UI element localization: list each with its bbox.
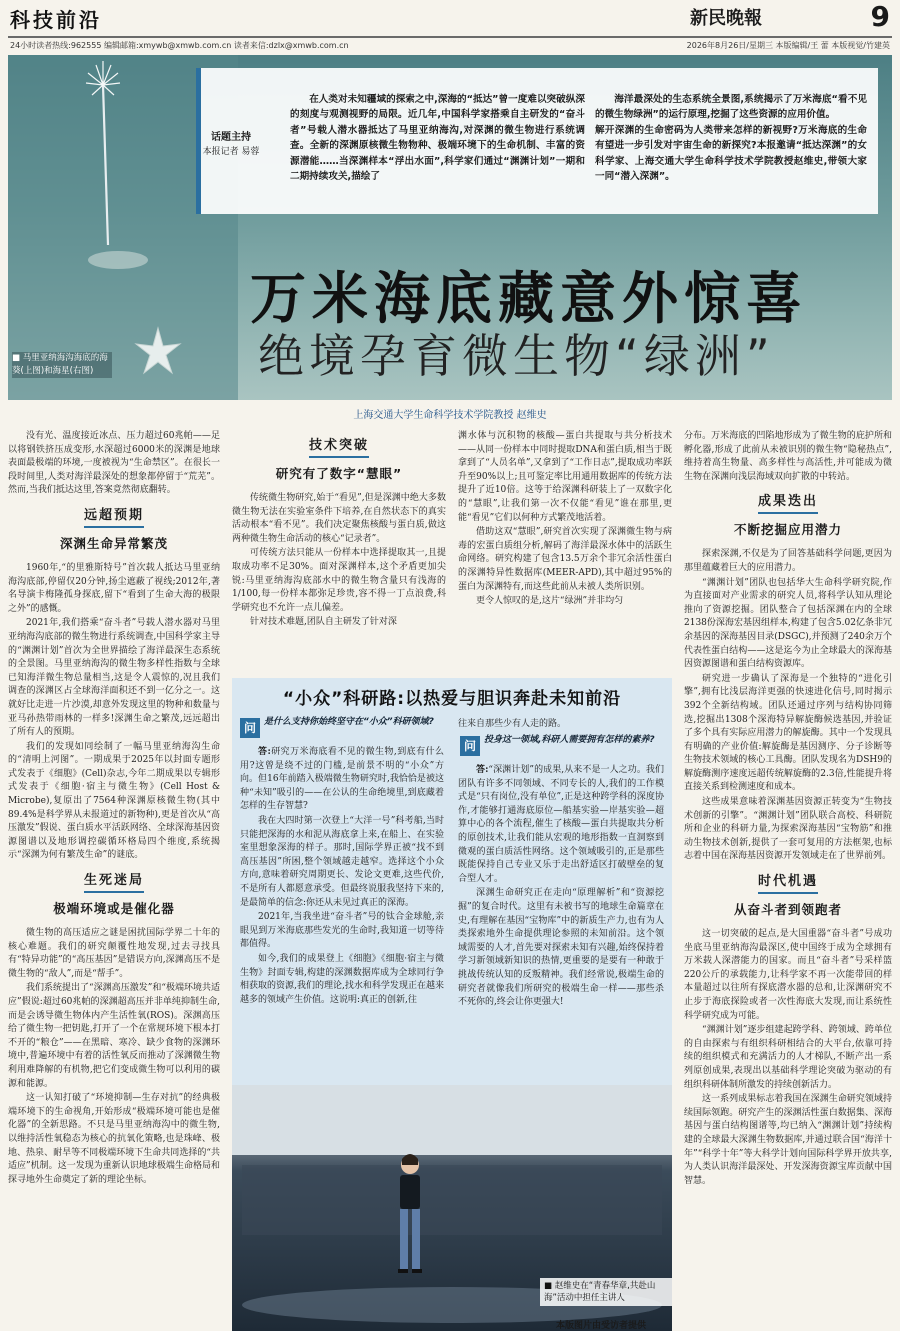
article-paragraph: 更令人惊叹的是,这片“绿洲”并非均匀 bbox=[476, 596, 624, 607]
article-paragraph: “渊渊计划”团队也包括华大生命科学研究院,作为直接面对产业需求的研究人员,将科学认知从理论推向了资源挖掘。团队整合了包括深渊在内的全球2138份深海宏基因组样本,构建了包含5.02亿条非冗余基因的深海基因目录(DSGC),并预测了240余万个代表性蛋白结构——这是迄今为止全球最大的深海基因资源图谱和蛋白结构资源库。 bbox=[684, 577, 892, 670]
newspaper-brand: 新民晚報 bbox=[690, 8, 762, 29]
section-kicker: 时代机遇 bbox=[757, 874, 818, 890]
article-paragraph: 1960年,“的里雅斯特号”首次载人抵达马里亚纳海沟底部,停留仅20分钟,扬尘遮蔽了视线;2012年,著名导演卡梅隆孤身探底,留下“看到了生命大海的极限之外”的感慨。 bbox=[8, 562, 220, 614]
article-paragraph: 这一系列成果标志着我国在深渊生命研究领域持续国际领跑。研究产生的深渊活性蛋白数据集、深海基因与蛋白结构图谱等,均已纳入“渊渊计划”持续构建的全球最大深渊生物数据库,并通过联合国“海洋十年”“科学十年”等大科学计划向国际科学界开放共享,为人类认识海洋最深处、开发深海资源宝库贡献中国智慧。 bbox=[684, 1094, 892, 1186]
header-rule bbox=[8, 36, 892, 38]
section-head-era bbox=[684, 870, 892, 924]
answer-label: 答: bbox=[258, 747, 271, 757]
column-3 bbox=[458, 430, 672, 675]
section-title: 从奋斗者到领跑者 bbox=[733, 902, 842, 918]
question-icon: 问 bbox=[460, 736, 480, 756]
column-2 bbox=[232, 430, 446, 675]
article-paragraph: 借助这双“慧眼”,研究首次实现了深渊微生物与病毒的宏蛋白质组分析,解码了海洋最深水体中的活跃生命网络。研究构建了包含13.5万余个非冗余活性蛋白的深渊特异性数据库(MEER-APD),其中超过95%的蛋白为深渊特有,而这些此前从未被人类所识别。 bbox=[458, 527, 672, 592]
article-paragraph: 2021年,我们搭乘“奋斗者”号载人潜水器对马里亚纳海沟底部的微生物进行系统调查,中国科学家主导的“渊渊计划”首次为全世界描绘了海洋最深生态系统的全景图。马里亚纳海沟的微生物多样性指数与全球已知海洋微生物总量相当,这是令人震惊的,况且我们调查的深渊区占全球海洋面积还不到一亿分之一。这就好比走进一片沙漠,却意外发现这里的物种和数量与亚马孙热带雨林的一样多!深渊生命之繁茂,远远超出了所有人的预期。 bbox=[8, 618, 220, 738]
section-underline bbox=[758, 512, 818, 514]
article-paragraph: 这些成果意味着深渊基因资源正转变为“生物技术创新的引擎”。“渊渊计划”团队联合高校、科研院所和企业的科研力量,为探索深海基因“宝物筋”和推动生物技术创新,提供了一套可复用的方法框架,也标志着中国在深海基因资源开发领域走在了世界前列。 bbox=[684, 797, 892, 862]
article-paragraph: 渊水体与沉积物的核酸—蛋白共提取与共分析技术——从同一份样本中同时提取DNA和蛋白质,相当于既拿到了“人员名单”,又拿到了“工作日志”,提取成功率跃升至90%以上;且可鉴定率比用通用数据库的传统方法提升了近10倍。这等于给深渊科研装上了一双数字化的“慧眼”,让我们第一次不仅能“看见”谁在那里,更能“看见”它们以何种方式繁茂地活着。 bbox=[458, 431, 672, 523]
answer-2 bbox=[458, 764, 664, 1082]
section-kicker: 技术突破 bbox=[308, 438, 369, 453]
section-kicker: 远超预期 bbox=[83, 507, 144, 523]
section-title: 深渊生命异常繁茂 bbox=[59, 535, 168, 551]
answer-1 bbox=[240, 746, 444, 1082]
article-paragraph: 我们的发现如同绘制了一幅马里亚纳海沟生命的“清明上河图”。一期成果于2025年以封面专题形式发表于《细胞》(Cell)杂志,今年二期成果以专辑形式发表于《细胞·宿主与微生物》(Cell Host & Microbe),复原出了7564种深渊原核微生物(其中89.4%是科学界从未报道过的新物种),更是首次从“高压激发”假说、蛋白质水平活跃网络、全球深海基因资源图谱以及地形调控碳循环格局四个维度,系统揭示“深渊为何有繁茂生命”的谜底。 bbox=[8, 741, 220, 861]
section-title: 极端环境或是催化器 bbox=[53, 901, 175, 917]
answer-paragraph: 往来自那些少有人走的路。 bbox=[458, 719, 567, 729]
section-underline bbox=[309, 456, 369, 458]
column-1 bbox=[8, 430, 220, 1330]
article-paragraph: 微生物的高压适应之谜是困扰国际学界二十年的核心难题。我们的研究颠覆性地发现,过去寻找具有“特异功能”的“高压基因”是错误方向,深渊高压不是微生物的“敌人”,而是“帮手”。 bbox=[8, 928, 220, 979]
answer-paragraph: 2021年,当我坐进“奋斗者”号的钛合金球舱,亲眼见到万米海底那些发光的生命时,我知道一切等待都值得。 bbox=[240, 912, 444, 950]
section-underline bbox=[758, 892, 818, 894]
article-paragraph: 没有光、温度接近冰点、压力超过60兆帕——足以将钢铁挤压成变形,水深超过6000米的深渊是地球表面最极端的环境,一度被视为“生命禁区”。在很长一段时间里,人类对海洋最深处的想象都停留于“荒芜”。然而,当我们抵达这里,答案竟然彻底翻转。 bbox=[8, 431, 220, 496]
question-2: 投身这一领域,科研人需要拥有怎样的素养? bbox=[484, 735, 655, 745]
question-icon: 问 bbox=[240, 718, 260, 738]
article-paragraph: 研究进一步确认了深海是一个独特的“进化引擎”,拥有比浅层海洋更强的快速进化信号,同时揭示392个全新结构域。团队还通过序列与结构协同筛选,挖掘出1308个深海特异解旋酶候选基因,并验证了多个具有实际应用潜力的解旋酶。其中一个发现具有明确的产业价值:解旋酶是基因测序、分子诊断等生物技术领域的核心工具酶。团队发现名为DSH9的解旋酶测序速度远超传统解旋酶的2.3倍,性能提升将直接关系到检测速度和成本。 bbox=[684, 673, 892, 793]
section-kicker: 成果迭出 bbox=[757, 494, 818, 510]
photo-credit: 本版图片由受访者提供 bbox=[556, 1321, 647, 1331]
answer-paragraph: 我在大四时第一次登上“大洋一号”科考船,当时只能把深海的水和泥从海底拿上来,在船上、在实验室里想象深海的样子。那时,国际学界正被“找不到高压基因”所困,整个领域越走越窄。选择这个小众方向,意味着研究周期更长、发论文更难,这些代价,不是所有人都愿意承受。但最终说服我坚持下来的,是最简单的信念:你还从未见过真正的深海。 bbox=[240, 815, 444, 908]
interview-title: “小众”科研路:以热爱与胆识奔赴未知前沿 bbox=[282, 689, 622, 709]
article-paragraph: 这一切突破的起点,是大国重器“奋斗者”号成功坐底马里亚纳海沟最深区,使中国终于成为全球拥有万米载人深潜能力的国家。而且“奋斗者”号采样篮220公斤的承载能力,让科学家不再一次能带回的样本量超过以往所有探底潜水器的总和,让深渊研究不止步于海底探险或者一次性海底大发现,而让系统性科学研究成为可能。 bbox=[684, 929, 892, 1021]
section-head-forecast bbox=[8, 504, 220, 558]
author-byline: 上海交通大学生命科学技术学院教授 赵维史 bbox=[353, 410, 547, 421]
article-paragraph: 分布。万米海底的凹陷地形成为了微生物的庇护所和孵化器,形成了此前从未被识别的微生物“隐秘热点”,维持着高生物量、高多样性与高活性,并可能成为微生物在深渊向浅层海域双向扩散的中转站。 bbox=[684, 431, 892, 482]
headline: 万米海底藏意外惊喜 bbox=[250, 267, 808, 332]
date-editors: 2026年8月26日/星期三 本版编辑/王 蕾 本版视觉/竹建英 bbox=[686, 41, 890, 50]
section-kicker: 生死迷局 bbox=[83, 873, 144, 889]
section-title: 研究有了数字“慧眼” bbox=[275, 466, 403, 481]
section-head-results bbox=[684, 490, 892, 544]
section-title: 不断挖掘应用潜力 bbox=[733, 522, 842, 538]
intro-text-left: 在人类对未知疆域的探索之中,深海的“抵达”曾一度难以突破纵深的刻度与观测视野的局限。近几年,中国科学家搭乘自主研发的“奋斗者”号载人潜水器抵达了马里亚纳海沟,对深渊的微生物进行系统调查。全新的深渊原核微生物物种、极端环境下的生命机制、丰富的资源潜能……当深渊样本“浮出水面”,科学家们通过“渊渊计划”一期和二期持续攻关,描绘了 bbox=[290, 94, 585, 183]
answer-text: “深渊计划”的成果,从来不是一人之功。我们团队有许多不同领域、不同专长的人,我们的工作模式是“只有岗位,没有单位”,正是这种跨学科的深度协作,才能够打通海底原位—船基实验—岸基实验—超算中心的各个流程,催生了核酸—蛋白共提取共分析的原创技术,让我们能从宏观的地形指数一直洞察到微观的蛋白质活性网络。这个领域吸引的,正是那些既能保持自己专业又乐于走出舒适区打破壁垒的复合型人才。 bbox=[458, 765, 664, 884]
article-paragraph: 这一认知打破了“环境抑制—生存对抗”的经典极端环境下的生命视角,开始形成“极端环境可能也是催化器”的全新思路。不只是马里亚纳海沟中的微生物,以维持活性氧稳态为核心的抗氧化策略,也是珠峰、极地、热泉、耐旱等不同极端环境下生命共同选择的“共适应”机制。这一发现为重新认识地球极端生命格局和探寻地外生命奠定了新的理论坐标。 bbox=[8, 1093, 220, 1185]
question-1: 是什么支持你始终坚守在“小众”科研领域? bbox=[264, 717, 434, 727]
hotline-info: 24小时读者热线:962555 编辑邮箱:xmywb@xmwb.com.cn 读者来信:dzlx@xmwb.com.cn bbox=[10, 41, 349, 50]
topic-host-name: 本报记者 易蓉 bbox=[202, 147, 260, 157]
article-paragraph: 我们系统提出了“深渊高压激发”和“极端环境共适应”假说:超过60兆帕的深渊超高压并非单纯抑制生命,而是会诱导微生物体内产生活性氧(ROS)。深渊高压给了微生物一把钥匙,打开了一个在常规环境下根本打不开的“粮仓”——在黑暗、寒冷、缺少食物的深渊环境中,普遍环境中有着的活性氧反而推动了深渊微生物利用难降解的有机物,把它们变成微生物可以利用的碳源和能源。 bbox=[8, 983, 220, 1089]
column-4 bbox=[684, 430, 892, 1330]
section-head-mystery bbox=[8, 869, 220, 923]
subheadline: 绝境孕育微生物“绿洲” bbox=[258, 329, 775, 383]
speaker-photo-caption: ■ 赵维史在“青春华章,共赴山海”活动中担任主讲人 bbox=[540, 1278, 672, 1306]
article-paragraph: 可传统方法只能从一份样本中选择提取其一,且提取成功率不足30%。面对深渊样本,这个矛盾更加尖锐:马里亚纳海沟底部水中的微生物含量只有浅海的1/100,每一份样本都弥足珍贵,容不得一丁点浪费,科学研究也不允许一点儿偏差。 bbox=[232, 548, 446, 613]
answer-paragraph: 如今,我们的成果登上《细胞》《细胞·宿主与微生物》封面专辑,构建的深渊数据库成为全球同行争相获取的资源,我们的理论,找水和科学发现正在越来越多的领域产生价值。这说明:真正的创新,往 bbox=[240, 953, 444, 1005]
article-paragraph: “渊渊计划”逐步组建起跨学科、跨领域、跨单位的自由探索与有组织科研相结合的大平台,依靠可持续的组织模式和充满活力的人才梯队,不断产出一系列原创成果,表现出以基础科学理论突破为驱动的有组织科研体制所激发的持续创新活力。 bbox=[684, 1025, 892, 1090]
hero-photo-caption: ■ 马里亚纳海沟海底的海葵(上图)和海星(右图) bbox=[12, 352, 112, 378]
answer-text: 研究万米海底看不见的微生物,到底有什么用?这曾是绕不过的门槛,是前景不明的“小众”方向。但16年前踏入极端微生物研究时,我恰恰是被这种“未知”吸引的——在公认的生命绝境里,到底藏着怎样的生存智慧? bbox=[240, 747, 444, 812]
section-underline bbox=[84, 891, 144, 893]
page-number: 9 bbox=[870, 0, 890, 33]
topic-host-label: 话题主持 bbox=[211, 132, 251, 143]
article-paragraph: 探索深渊,不仅是为了回答基础科学问题,更因为那里蕴藏着巨大的应用潜力。 bbox=[684, 549, 892, 573]
section-head-tech bbox=[232, 434, 446, 488]
answer-label: 答: bbox=[476, 765, 489, 775]
article-paragraph: 传统微生物研究,始于“看见”,但是深渊中绝大多数微生物无法在实验室条件下培养,在自然状态下的真实活动根本“看不见”。我们决定聚焦核酸与蛋白质,做这两种微生物生命活动的核心“记录者”。 bbox=[232, 493, 446, 544]
section-underline bbox=[84, 526, 144, 528]
intro-text-right: 海洋最深处的生态系统全景图,系统揭示了万米海底“看不见的微生物绿洲”的运行原理,挖掘了这些资源的应用价值。 解开深渊的生命密码为人类带来怎样的新视野?万米海底的生命有望进一步引发对宇宙生命的新探究?本报邀请“抵达深渊”的女科学家、上海交通大学生命科学技术学院教授赵维史,带领大家一同“潜入深渊”。 bbox=[595, 94, 867, 183]
section-title: 科技前沿 bbox=[10, 8, 102, 32]
article-paragraph: 针对技术难题,团队自主研发了针对深 bbox=[250, 617, 397, 628]
answer-paragraph: 深渊生命研究正在走向“原理解析”和“资源挖掘”的复合时代。这里有未被书写的地球生命篇章在史,有理解在基因“宝物库”中的新质生产力,也有为人类探索地外生命提供理论参照的未知前沿。这个领域需要的人才,首先要对探索未知有兴趣,始终保持着学习新领域新知识的热情,更重要的是要有一种敢于挑战传统认知的反叛精神。我们经常说,极端生命的研究者就像我们所研究的极端生命一样——那些杀不死你的,终会让你更强大! bbox=[458, 888, 664, 1008]
